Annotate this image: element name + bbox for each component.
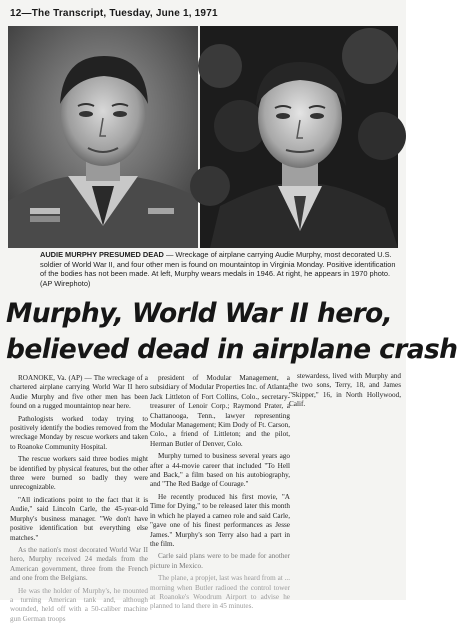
headline-line-1: Murphy, World War II hero, bbox=[6, 298, 393, 329]
article-paragraph: stewardess, lived with Murphy and the two sons, Terry, 18, and James "Skipper," 16, in North Hollywood, Calif. bbox=[289, 372, 401, 409]
article-paragraph: Pathologists worked today trying to positively identify the bodies removed from the wreckage Monday by rescue workers and taken to Roanoke Community Hospital. bbox=[10, 414, 148, 451]
article-paragraph: Murphy turned to business several years ago after a 44-movie career that included "To Hell and Back," a film based on his autobiography, and "The Red Badge of Courage." bbox=[150, 452, 290, 489]
article-column-3 bbox=[289, 372, 401, 413]
article-paragraph: As the nation's most decorated World War II hero, Murphy received 24 medals from the American government, three from the French and one from the Belgians. bbox=[10, 545, 148, 583]
article-paragraph: president of Modular Management, a subsidiary of Modular Properties Inc. of Atlanta; Jack Littleton of Fort Collins, Colo., secretary-treasurer of Lenoir Corp.; Raymond Prater, a Chattanooga, Tenn., lawyer representing Modular Management; Kim Dody of Ft. Carson, Colo., a friend of Littleton; and the pilot, Herman Butler of Denver, Colo. bbox=[150, 374, 290, 448]
article-paragraph: He recently produced his first movie, "A Time for Dying," to be released later this month in which he played a cameo role and said Carle, "gave one of his finest performances as Jesse James." Murphy's son Terry also had a part in the film. bbox=[150, 492, 290, 548]
photo-murphy-1970-image bbox=[200, 26, 398, 248]
photo-caption bbox=[40, 250, 396, 288]
article-paragraph: Carle said plans were to be made for another picture in Mexico. bbox=[150, 552, 290, 570]
caption-kicker: AUDIE MURPHY PRESUMED DEAD bbox=[40, 250, 164, 259]
article-paragraph: ROANOKE, Va. (AP) — The wreckage of a chartered airplane carrying World War II hero Audie Murphy and five other men has been found on a rugged mountaintop near here. bbox=[10, 374, 148, 411]
photo-murphy-1946-image bbox=[8, 26, 198, 248]
article-column-2 bbox=[150, 374, 290, 615]
article-column-1 bbox=[10, 374, 148, 627]
article-paragraph: He was the holder of Murphy's, he mounted a turning American tank and, although wounded, held off with a 50-caliber machine gun German troops bbox=[10, 586, 148, 623]
article-paragraph: The plane, a propjet, last was heard from at ... morning when Butler radioed the control tower at Roanoke's Woodrum Airport to advise he planned to land there in 45 minutes. bbox=[150, 574, 290, 611]
article-paragraph: "All indications point to the fact that it is Audie," said Lincoln Carle, the 45-year-old Murphy's business manager. "We don't have positive identification but everything else matches." bbox=[10, 495, 148, 542]
article-paragraph: The rescue workers said three bodies might be identified by physical features, but the other three were burned so badly they were unrecognizable. bbox=[10, 455, 148, 492]
photo-murphy-1970 bbox=[200, 26, 398, 248]
headline-line-2: believed dead in airplane crash bbox=[6, 334, 457, 365]
masthead: 12—The Transcript, Tuesday, June 1, 1971 bbox=[10, 8, 218, 19]
caption-text: — Wreckage of airplane carrying Audie Murphy, most decorated U.S. soldier of World War II, and four other men is found on mountaintop in Virginia Monday. Positive identification of the bodies has not been made. At left, Murphy wears medals in 1946. At right, he appears in 1970 photo. (AP Wirephoto) bbox=[40, 250, 396, 288]
photo-murphy-1946 bbox=[8, 26, 198, 248]
